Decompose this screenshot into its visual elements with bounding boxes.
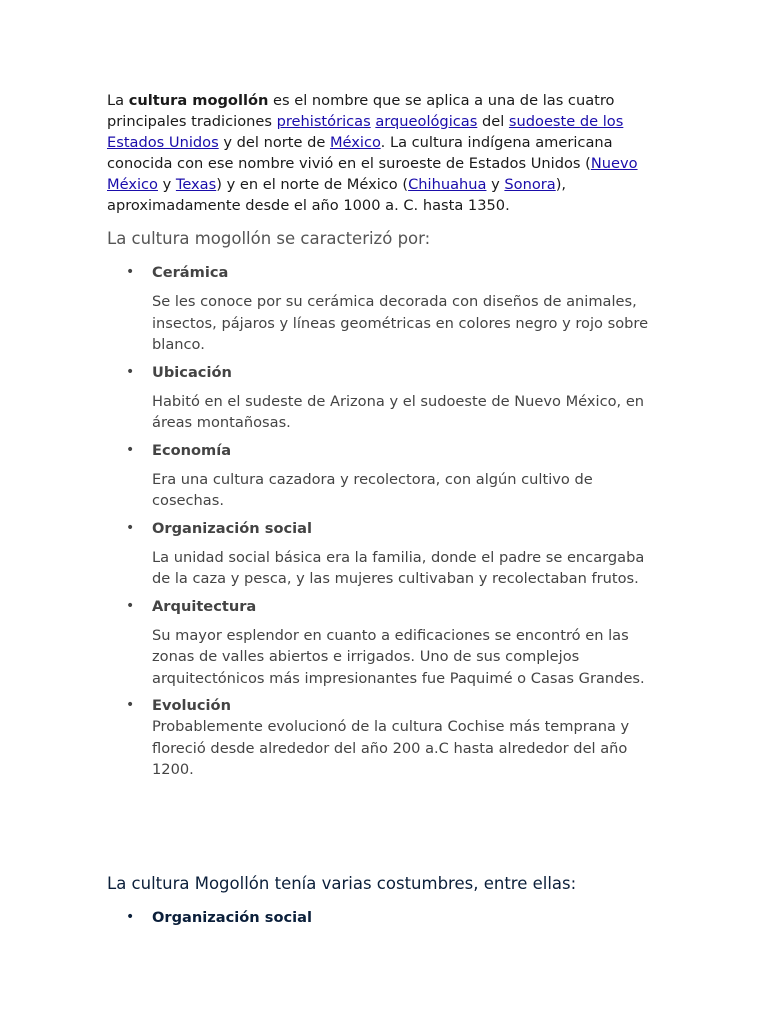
link-sudoeste-estados-unidos[interactable]: sudoeste de los Estados Unidos: [107, 113, 624, 151]
bullet-icon: •: [126, 441, 135, 458]
list-item: [107, 907, 667, 928]
bullet-icon: •: [126, 264, 135, 280]
bullet-icon: •: [126, 909, 135, 925]
intro-text: es el nombre que se aplica a una de las cuatro principales tradiciones: [107, 92, 615, 130]
bullet-icon: •: [126, 519, 135, 536]
item-title: Organización social: [152, 909, 312, 926]
item-title: Organización social: [152, 519, 312, 537]
intro-bold-term: cultura mogollón: [128, 92, 269, 109]
list-item: [107, 362, 667, 434]
item-text: Se les conoce por su cerámica decorada con diseños de animales, insectos, pájaros y líneas geométricas en colores negro y rojo sobre blanco.: [152, 293, 649, 353]
item-text: Habitó en el sudeste de Arizona y el sudoeste de Nuevo México, en áreas montañosas.: [152, 392, 645, 431]
intro-text: . La cultura indígena americana conocida con ese nombre vivió en el suroeste de Estados Unidos (: [107, 134, 613, 172]
link-texas[interactable]: Texas: [175, 176, 217, 193]
intro-text: y: [157, 176, 176, 193]
bullet-icon: •: [126, 597, 135, 614]
item-title: Ubicación: [152, 363, 232, 381]
characteristics-list: [107, 262, 667, 781]
item-title: Cerámica: [152, 264, 229, 281]
intro-text: La: [107, 92, 129, 109]
intro-text: y: [486, 176, 505, 193]
link-mexico[interactable]: México: [329, 134, 381, 151]
item-title: Economía: [152, 441, 232, 459]
item-text: Probablemente evolucionó de la cultura Cochise más temprana y floreció desde alrededor del año 200 a.C hasta alrededor del año 1200.: [152, 718, 630, 778]
link-prehistoricas[interactable]: prehistóricas: [276, 113, 371, 130]
item-text: La unidad social básica era la familia, donde el padre se encargaba de la caza y pesca, y las mujeres cultivaban y recolectaban frutos.: [152, 548, 645, 587]
link-chihuahua[interactable]: Chihuahua: [408, 176, 487, 193]
bullet-icon: •: [126, 697, 135, 713]
list-item: [107, 262, 667, 356]
section-heading-caracteristicas: La cultura mogollón se caracterizó por:: [107, 229, 431, 248]
intro-paragraph: [107, 90, 667, 216]
list-item: [107, 518, 667, 590]
item-title: Evolución: [152, 697, 231, 714]
link-nuevo-mexico[interactable]: Nuevo México: [107, 155, 638, 193]
link-sonora[interactable]: Sonora: [504, 176, 556, 193]
intro-text: ), aproximadamente desde el año 1000 a. C. hasta 1350.: [107, 176, 567, 214]
item-text: Era una cultura cazadora y recolectora, con algún cultivo de cosechas.: [152, 470, 593, 509]
list-item: [107, 596, 667, 690]
list-item: [107, 695, 667, 781]
link-arqueologicas[interactable]: arqueológicas: [375, 113, 478, 130]
bullet-icon: •: [126, 363, 135, 380]
intro-text: y del norte de: [218, 134, 330, 151]
item-title: Arquitectura: [152, 597, 257, 615]
intro-text: del: [477, 113, 509, 130]
item-text: Su mayor esplendor en cuanto a edificaciones se encontró en las zonas de valles abiertos e irrigados. Uno de sus complejos arquitectónicos más impresionantes fue Paquimé o Casas Grandes.: [152, 626, 645, 687]
list-item: [107, 440, 667, 512]
intro-text: ) y en el norte de México (: [216, 176, 409, 193]
section-heading-costumbres: La cultura Mogollón tenía varias costumbres, entre ellas:: [107, 874, 577, 893]
